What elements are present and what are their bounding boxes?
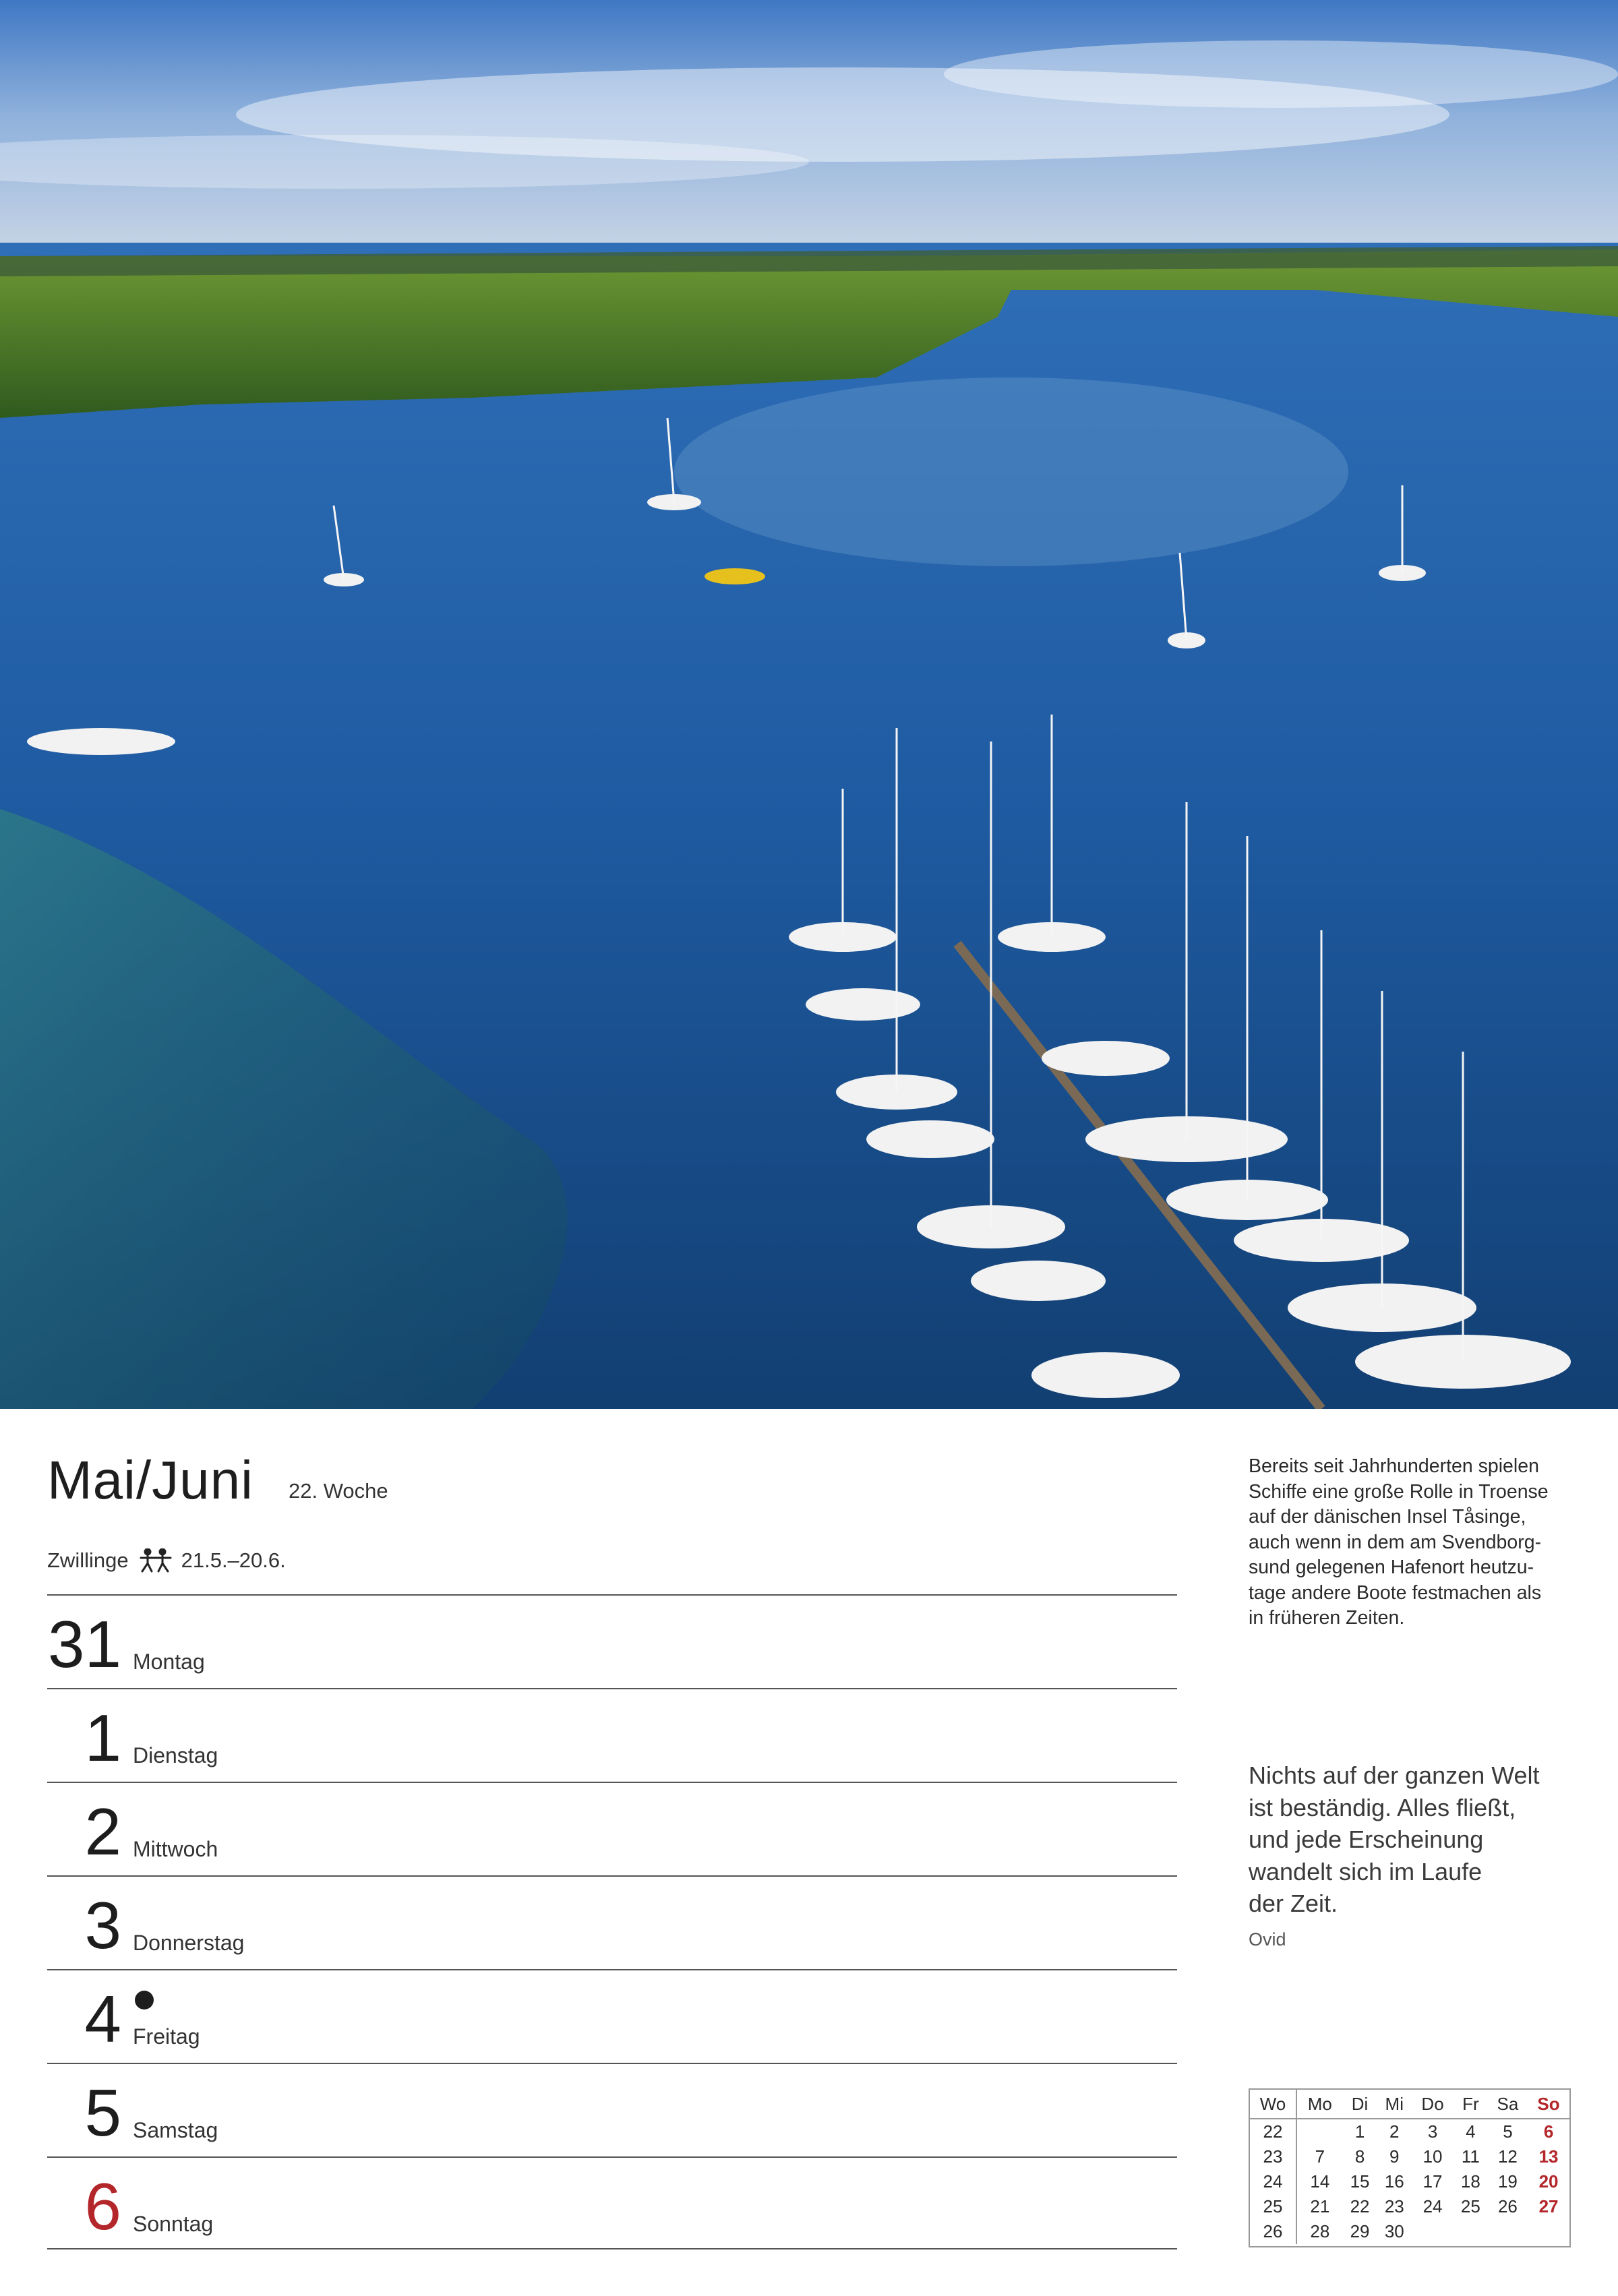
week-cell: 22 (1250, 2119, 1296, 2144)
mini-calendar-row (1250, 2169, 1569, 2194)
day-cell: 29 (1350, 2221, 1370, 2241)
day-cell: 17 (1422, 2171, 1443, 2192)
day-cell: 2 (1389, 2121, 1400, 2142)
day-number: 6 (84, 2169, 121, 2243)
day-cell: 3 (1427, 2121, 1438, 2142)
day-cell: 7 (1315, 2146, 1325, 2167)
caption-line: tage andere Boote festmachen als (1249, 1581, 1542, 1604)
day-number: 5 (84, 2076, 121, 2150)
header-sa: Sa (1488, 2090, 1528, 2119)
mini-calendar-row (1250, 2144, 1569, 2169)
weekday-label: Dienstag (133, 1743, 218, 1768)
week-number: 22. Woche (289, 1479, 388, 1503)
row-divider-bottom (47, 2248, 1177, 2249)
day-row-tuesday (47, 1688, 1177, 1782)
sunday-cell: 27 (1538, 2196, 1559, 2216)
zodiac-sign: Zwillinge (47, 1548, 129, 1572)
row-divider (47, 1782, 1177, 1783)
day-cell (1296, 2119, 1343, 2144)
sunday-cell: 6 (1543, 2121, 1554, 2142)
day-number: 2 (84, 1794, 121, 1869)
quote-line: ist beständig. Alles fließt, (1249, 1793, 1516, 1821)
row-divider (47, 1688, 1177, 1689)
mini-calendar-header (1250, 2090, 1569, 2119)
weekday-label: Freitag (133, 2024, 200, 2049)
mini-calendar-row (1250, 2194, 1569, 2219)
day-number: 3 (84, 1888, 121, 1962)
day-row-thursday (47, 1875, 1177, 1969)
day-cell: 11 (1461, 2146, 1480, 2167)
row-divider (47, 1594, 1177, 1596)
day-cell: 4 (1466, 2121, 1476, 2142)
header-di: Di (1343, 2090, 1377, 2119)
zodiac-dates: 21.5.–20.6. (181, 1548, 286, 1572)
day-cell: 16 (1384, 2171, 1404, 2192)
day-cell: 1 (1354, 2121, 1365, 2142)
day-cell: 10 (1422, 2146, 1443, 2167)
caption-line: Bereits seit Jahrhunderten spielen (1249, 1455, 1539, 1477)
caption-line: in früheren Zeiten. (1249, 1607, 1405, 1629)
mini-calendar-row (1250, 2219, 1569, 2244)
weekday-label: Donnerstag (133, 1931, 245, 1955)
quote-text (1249, 1759, 1579, 1920)
day-row-wednesday (47, 1782, 1177, 1875)
day-cell: 22 (1350, 2196, 1370, 2216)
mini-calendar (1249, 2088, 1571, 2247)
day-cell (1454, 2219, 1488, 2244)
day-cell (1412, 2219, 1454, 2244)
day-cell: 24 (1422, 2196, 1443, 2216)
week-cell: 23 (1250, 2144, 1296, 2169)
sunday-cell: 20 (1538, 2171, 1559, 2192)
day-row-sunday (47, 2156, 1177, 2250)
header-fr: Fr (1454, 2090, 1488, 2119)
week-cell: 24 (1250, 2169, 1296, 2194)
day-cell: 26 (1497, 2196, 1518, 2216)
gemini-twins-icon (137, 1548, 175, 1573)
day-number: 1 (84, 1701, 121, 1775)
day-cell: 15 (1350, 2171, 1370, 2192)
quote-author: Ovid (1249, 1929, 1286, 1950)
row-divider (47, 2063, 1177, 2064)
weekday-label: Samstag (133, 2118, 218, 2142)
day-cell: 25 (1460, 2196, 1480, 2216)
day-cell: 12 (1497, 2146, 1518, 2167)
week-cell: 25 (1250, 2194, 1296, 2219)
quote-line: der Zeit. (1249, 1890, 1338, 1917)
quote-line: wandelt sich im Laufe (1249, 1857, 1482, 1885)
day-number: 31 (47, 1607, 121, 1681)
quote-line: und jede Erscheinung (1249, 1825, 1484, 1853)
header-mo: Mo (1296, 2090, 1343, 2119)
sunday-cell: 13 (1538, 2146, 1559, 2167)
weekday-label: Montag (133, 1650, 205, 1674)
month-title: Mai/Juni (47, 1450, 253, 1510)
day-cell: 21 (1310, 2196, 1330, 2216)
row-divider (47, 1875, 1177, 1877)
caption-line: sund gelegenen Hafenort heutzu- (1249, 1557, 1534, 1578)
photo-caption (1249, 1454, 1579, 1631)
sunday-cell (1528, 2219, 1569, 2244)
day-cell: 30 (1384, 2221, 1404, 2241)
header-do: Do (1412, 2090, 1454, 2119)
header-week: Wo (1250, 2090, 1296, 2119)
day-row-saturday (47, 2063, 1177, 2156)
mini-calendar-row (1250, 2119, 1569, 2144)
day-cell: 18 (1460, 2171, 1480, 2192)
weekday-label: Sonntag (133, 2212, 214, 2236)
day-cell (1488, 2219, 1528, 2244)
quote-line: Nichts auf der ganzen Welt (1249, 1761, 1540, 1789)
zodiac-info (47, 1548, 286, 1573)
new-moon-icon (135, 1991, 154, 2010)
day-cell: 5 (1503, 2121, 1513, 2142)
row-divider (47, 1969, 1177, 1970)
caption-line: Schiffe eine große Rolle in Troense (1249, 1480, 1549, 1503)
day-number: 4 (84, 1982, 121, 2056)
caption-line: auf der dänischen Insel Tåsinge, (1249, 1506, 1526, 1528)
day-cell: 23 (1384, 2196, 1404, 2216)
day-cell: 19 (1497, 2171, 1518, 2192)
day-cell: 9 (1389, 2146, 1400, 2167)
week-cell: 26 (1250, 2219, 1296, 2244)
day-row-friday (47, 1969, 1177, 2063)
weekday-label: Mittwoch (133, 1837, 218, 1861)
day-cell: 28 (1310, 2221, 1330, 2241)
header-so: So (1528, 2090, 1569, 2119)
row-divider (47, 2156, 1177, 2158)
caption-line: auch wenn in dem am Svendborg- (1249, 1531, 1542, 1553)
day-row-monday (47, 1594, 1177, 1688)
day-cell: 8 (1354, 2146, 1365, 2167)
header-mi: Mi (1377, 2090, 1412, 2119)
day-cell: 14 (1310, 2171, 1330, 2192)
